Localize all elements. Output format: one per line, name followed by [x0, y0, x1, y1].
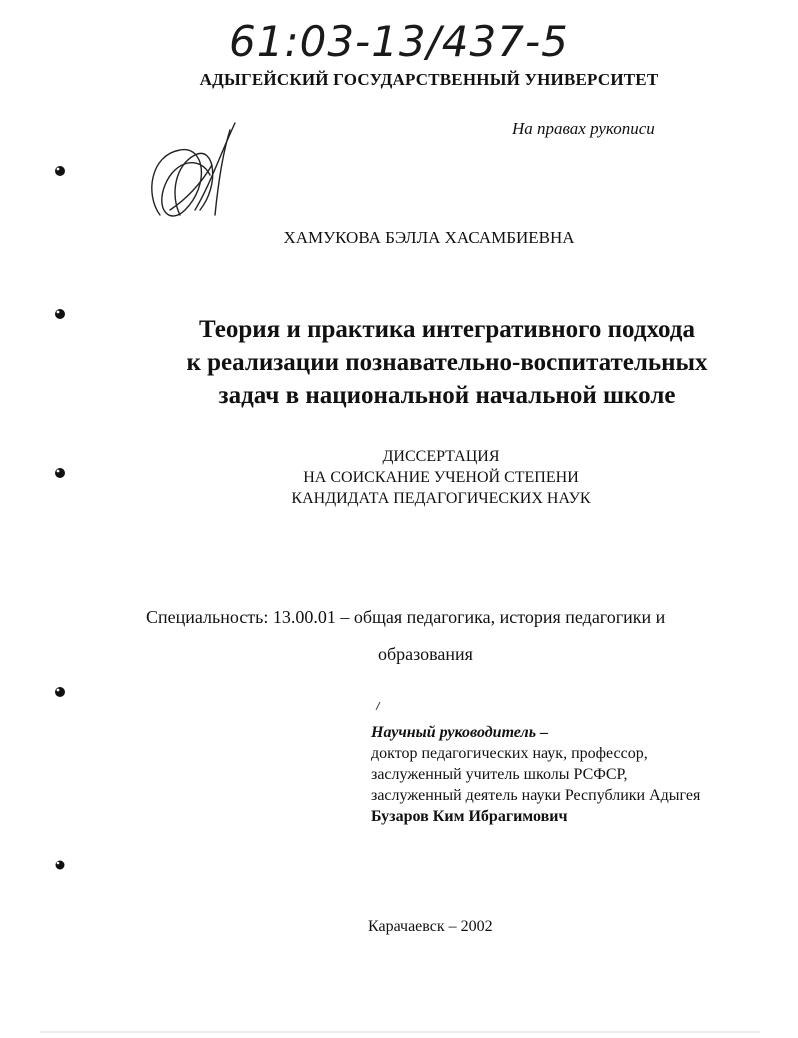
- handwritten-archive-number: [225, 12, 605, 72]
- punch-hole-icon: [52, 163, 68, 179]
- scan-speck: [375, 698, 381, 708]
- dissertation-type: [42, 446, 798, 509]
- supervisor-detail: заслуженный учитель школы РСФСР,: [371, 766, 628, 783]
- university-name: АДЫГЕЙСКИЙ ГОСУДАРСТВЕННЫЙ УНИВЕРСИТЕТ: [199, 70, 659, 89]
- supervisor-name: Бузаров Ким Ибрагимович: [371, 808, 568, 825]
- signature-icon: [140, 115, 250, 235]
- punch-hole-icon: [52, 857, 68, 873]
- specialty-line-1: Специальность: 13.00.01 – общая педагогика, история педагогики и: [146, 607, 666, 627]
- scan-bottom-edge: [0, 1020, 798, 1028]
- punch-hole-icon: [52, 465, 68, 481]
- handwritten-number-text: 61:03-13/437-5: [229, 17, 569, 66]
- dissertation-title: [48, 313, 798, 412]
- city-year: Карачаевск – 2002: [368, 918, 493, 935]
- author-name: ХАМУКОВА БЭЛЛА ХАСАМБИЕВНА: [283, 228, 575, 247]
- title-line: к реализации познавательно-воспитательных: [186, 349, 708, 376]
- supervisor-detail: заслуженный деятель науки Республики Адыгея: [371, 787, 701, 804]
- supervisor-label: Научный руководитель –: [371, 724, 549, 741]
- dissertation-line: НА СОИСКАНИЕ УЧЕНОЙ СТЕПЕНИ: [303, 469, 579, 486]
- specialty-line-2: образования: [378, 644, 473, 664]
- rights-note: На правах рукописи: [512, 119, 655, 138]
- punch-hole-icon: [52, 306, 68, 322]
- supervisor-block: [371, 722, 700, 827]
- title-line: задач в национальной начальной школе: [218, 382, 676, 409]
- punch-hole-icon: [52, 684, 68, 700]
- dissertation-line: ДИССЕРТАЦИЯ: [382, 448, 500, 465]
- supervisor-detail: доктор педагогических наук, профессор,: [371, 745, 648, 762]
- dissertation-line: КАНДИДАТА ПЕДАГОГИЧЕСКИХ НАУК: [291, 490, 591, 507]
- title-line: Теория и практика интегративного подхода: [199, 316, 695, 343]
